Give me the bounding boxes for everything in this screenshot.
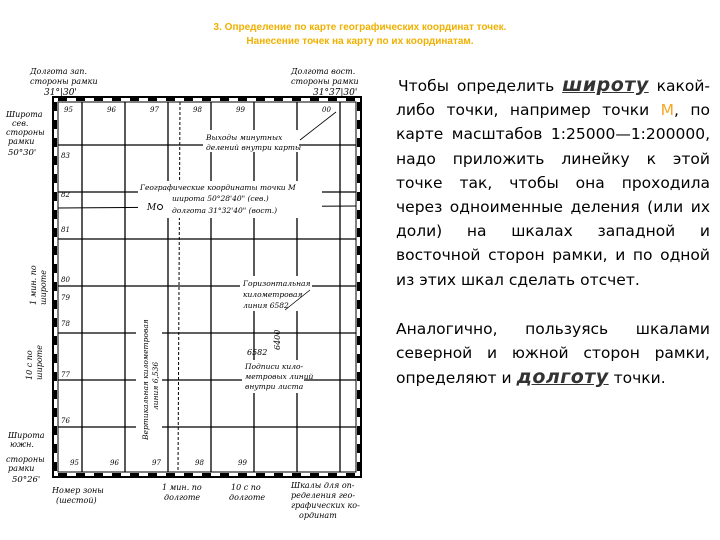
- signatures-caption-1: Подписи кило-: [245, 362, 304, 371]
- bottom-second-caption-1: 10 с по: [231, 483, 261, 492]
- left-scale-1-line-2: широте: [39, 270, 48, 305]
- keyword-latitude: широту: [562, 74, 649, 96]
- grid-number-bottom: 97: [152, 459, 161, 467]
- lat-south-caption-2: южн.: [10, 440, 34, 449]
- bottom-minute-caption-2: долготе: [164, 493, 201, 502]
- coords-caption-3: долгота 31°32'40" (вост.): [172, 206, 278, 215]
- grid-number-left: 77: [61, 371, 70, 379]
- lon-west-caption-1: Долгота зап.: [30, 67, 87, 76]
- p1-text-b: какой-либо точки, например точки: [396, 77, 710, 120]
- grid-number-left: 76: [61, 417, 70, 425]
- vertical-line-caption-2: линия 6,536: [151, 361, 160, 410]
- bottom-scales-caption-1: Шкалы для оп-: [291, 481, 355, 490]
- bottom-zone-caption-2: (шестой): [56, 496, 97, 505]
- bottom-scales-caption-3: графических ко-: [291, 501, 360, 510]
- lon-west-caption-2: стороны рамки: [30, 77, 98, 86]
- lon-east-caption-1: Долгота вост.: [291, 67, 356, 76]
- grid-number-top: 98: [193, 106, 202, 114]
- point-m-label: М: [147, 203, 157, 213]
- grid-number-top: 99: [236, 106, 245, 114]
- grid-number-top: 97: [150, 106, 159, 114]
- left-scale-2-line-2: широте: [35, 345, 44, 380]
- point-m-marker: [158, 205, 163, 210]
- bottom-second-caption-2: долготе: [229, 493, 266, 502]
- grid-number-top: 96: [107, 106, 116, 114]
- grid-number-bottom: 95: [70, 459, 79, 467]
- bottom-scales-caption-4: ординат: [299, 511, 337, 520]
- grid-number-left: 81: [61, 226, 70, 234]
- coords-caption-1: Географические координаты точки М: [140, 183, 296, 192]
- point-m-reference: М: [660, 101, 675, 120]
- grid-number-bottom: 96: [110, 459, 119, 467]
- grid-number-left: 83: [61, 152, 70, 160]
- minute-divisions-caption-1: Выходы минутных: [206, 133, 283, 142]
- grid-number-bottom: 99: [238, 459, 247, 467]
- grid-numbers-bottom: [70, 459, 247, 467]
- lat-north-caption-4: рамки: [8, 137, 35, 146]
- signatures-caption-3: внутри листа: [245, 382, 304, 391]
- lon-east-value: 31°37|30': [313, 88, 358, 98]
- grid-numbers-left: [61, 152, 70, 425]
- grid-number-left: 82: [61, 191, 70, 199]
- p2-text-b: точки.: [608, 369, 666, 388]
- grid-number-left: 79: [61, 294, 70, 302]
- left-scale-1-line-1: 1 мин. по: [29, 265, 38, 305]
- horizontal-line-caption-3: линия 6582: [243, 301, 289, 310]
- frame-scale-bars: [56, 100, 359, 475]
- p2-text-a: Аналогично, пользуясь шкалами северной и южной сторон рамки, определяют и: [396, 320, 710, 388]
- line-value-6582: 6582: [247, 348, 268, 357]
- grid-numbers-top: [64, 106, 331, 114]
- lat-south-caption-1: Широта: [8, 431, 45, 440]
- lat-south-value: 50°26': [12, 475, 41, 485]
- grid-number-left: 78: [61, 320, 70, 328]
- p1-text-c: , по карте масштабов 1:25000—1:200000, надо приложить линейку к этой точке так, чтобы она проходила через одноименные деления (или их доли) на шкалах западной и восточной сторон рамки, и по одной из этих шкал сделать отсчет.: [396, 101, 710, 289]
- bottom-zone-caption-1: Номер зоны: [52, 486, 104, 495]
- lon-east-caption-2: стороны рамки: [291, 77, 359, 86]
- lat-north-value: 50°30': [8, 148, 37, 158]
- longitude-line-through-m: [178, 102, 180, 472]
- lon-west-value: 31°|30': [44, 88, 77, 98]
- horizontal-line-caption-1: Горизонтальная: [243, 279, 311, 288]
- p1-text-a: Чтобы определить: [398, 77, 563, 95]
- signatures-caption-2: метровых линий: [245, 372, 314, 381]
- paragraph-longitude: [396, 317, 710, 391]
- lat-south-caption-4: рамки: [8, 464, 35, 473]
- vertical-line-caption-1: Вертикальная километровая: [141, 319, 150, 440]
- coords-caption-2: широта 50°28'40" (сев.): [172, 194, 269, 203]
- lat-north-caption-3: стороны: [6, 128, 45, 137]
- slide-title-line-1: 3. Определение по карте географических координат точек.: [213, 22, 507, 33]
- grid-number-bottom: 98: [195, 459, 204, 467]
- lat-north-caption-2: сев.: [12, 119, 29, 128]
- grid-number-left: 80: [61, 276, 70, 284]
- lat-south-caption-3: стороны: [6, 455, 45, 464]
- slide-title-line-2: Нанесение точек на карту по их координатам.: [246, 36, 474, 47]
- paragraph-latitude: [396, 73, 710, 292]
- line-value-6400: 6400: [273, 329, 282, 350]
- map-outer-frame: [53, 97, 361, 477]
- grid-number-top: 95: [64, 106, 73, 114]
- lat-north-caption-1: Широта: [6, 110, 43, 119]
- grid-number-top: 00: [322, 106, 331, 114]
- bottom-scales-caption-2: ределения гео-: [291, 491, 356, 500]
- keyword-longitude: долготу: [516, 366, 609, 389]
- bottom-minute-caption-1: 1 мин. по: [162, 483, 202, 492]
- minute-divisions-caption-2: делений внутри карты: [206, 143, 302, 152]
- horizontal-line-caption-2: километровая: [243, 290, 303, 299]
- left-scale-2-line-1: 10 с по: [25, 350, 34, 380]
